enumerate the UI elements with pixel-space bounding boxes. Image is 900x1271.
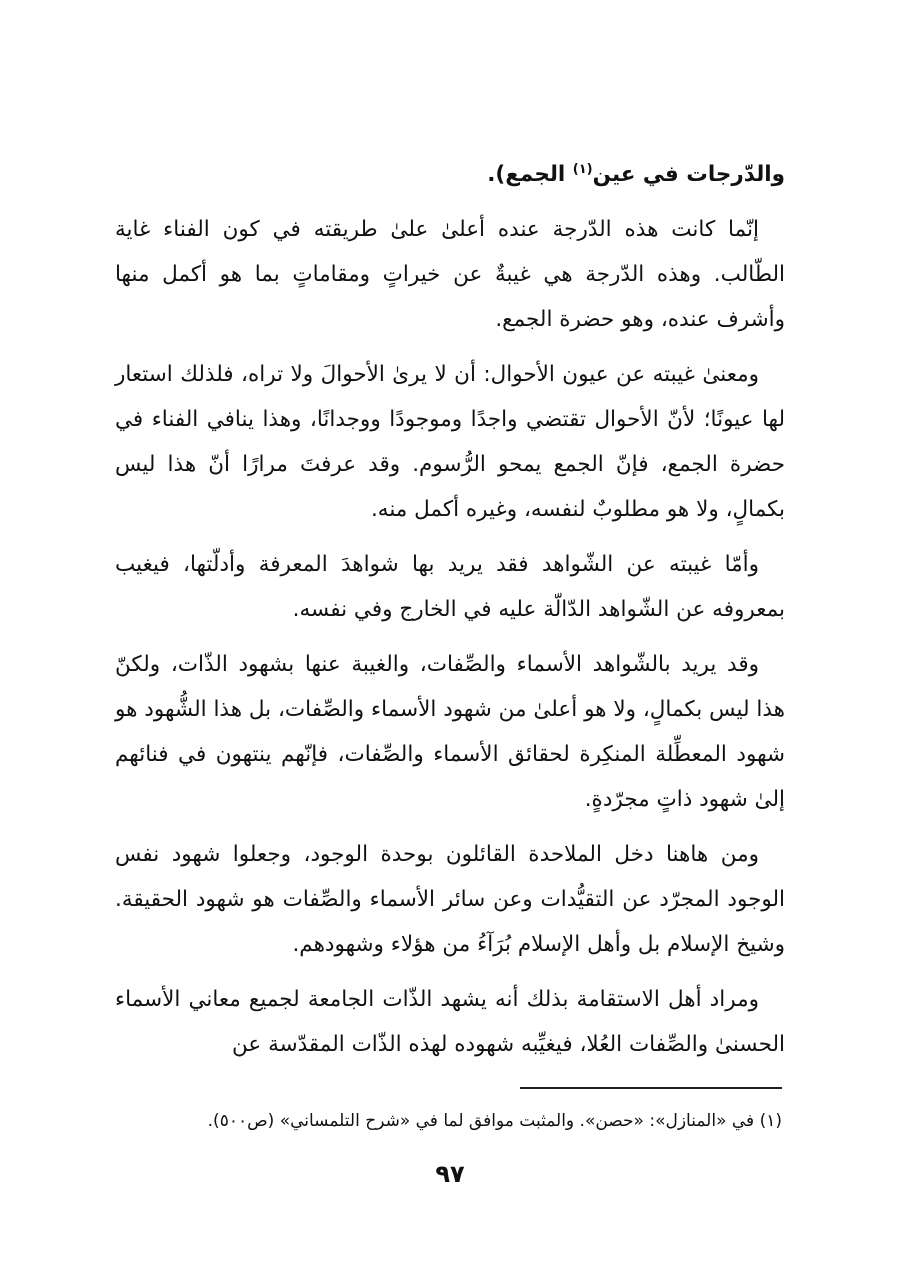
paragraph: ومن هاهنا دخل الملاحدة القائلون بوحدة الوجود، وجعلوا شهود نفس الوجود المجرّد عن التقيُّدات وعن سائر الأسماء والصِّفات هو شهود الحقيقة. وشيخ الإسلام بل وأهل الإسلام بُرَآءُ من هؤلاء وشهودهم.: [115, 842, 785, 957]
paragraph-text: والدّرجات في عين: [592, 162, 785, 187]
paragraph: إنّما كانت هذه الدّرجة عنده أعلىٰ علىٰ طريقته في كون الفناء غاية الطّالب. وهذه الدّرجة هي غيبةٌ عن خيراتٍ ومقاماتٍ بما هو أكمل منها وأشرف عنده، وهو حضرة الجمع.: [115, 217, 785, 332]
paragraph-continuation: [115, 152, 785, 197]
page-number: ٩٧: [435, 1160, 465, 1188]
paragraph: وقد يريد بالشّواهد الأسماء والصِّفات، والغيبة عنها بشهود الذّات، ولكنّ هذا ليس بكمالٍ، ولا هو أعلىٰ من شهود الأسماء والصِّفات، بل هذا الشُّهود هو شهود المعطِّلة المنكِرة لحقائق الأسماء والصِّفات، فإنّهم ينتهون في فنائهم إلىٰ شهود ذاتٍ مجرّدةٍ.: [115, 652, 785, 812]
footnote: (١) في «المنازل»: «حصن». والمثبت موافق لما في «شرح التلمساني» (ص٥٠٠).: [207, 1111, 782, 1131]
footnote-reference: (١): [572, 161, 593, 177]
paragraph: ومعنىٰ غيبته عن عيون الأحوال: أن لا يرىٰ الأحوالَ ولا تراه، فلذلك استعار لها عيونًا؛ لأنّ الأحوال تقتضي واجدًا وموجودًا ووجدانًا، وهذا ينافي الفناء في حضرة الجمع، فإنّ الجمع يمحو الرُّسوم. وقد عرفتَ مرارًا أنّ هذا ليس بكمالٍ، ولا هو مطلوبٌ لنفسه، وغيره أكمل منه.: [115, 362, 785, 522]
paragraph: وأمّا غيبته عن الشّواهد فقد يريد بها شواهدَ المعرفة وأدلّتها، فيغيب بمعروفه عن الشّواهد الدّالّة عليه في الخارج وفي نفسه.: [115, 552, 785, 622]
paragraph-text: الجمع).: [487, 162, 573, 187]
paragraph: ومراد أهل الاستقامة بذلك أنه يشهد الذّات الجامعة لجميع معاني الأسماء الحسنىٰ والصِّفات العُلا، فيغيِّبه شهوده لهذه الذّات المقدّسة عن: [115, 987, 785, 1057]
footnote-divider: [520, 1087, 782, 1089]
main-text: [115, 152, 785, 1077]
